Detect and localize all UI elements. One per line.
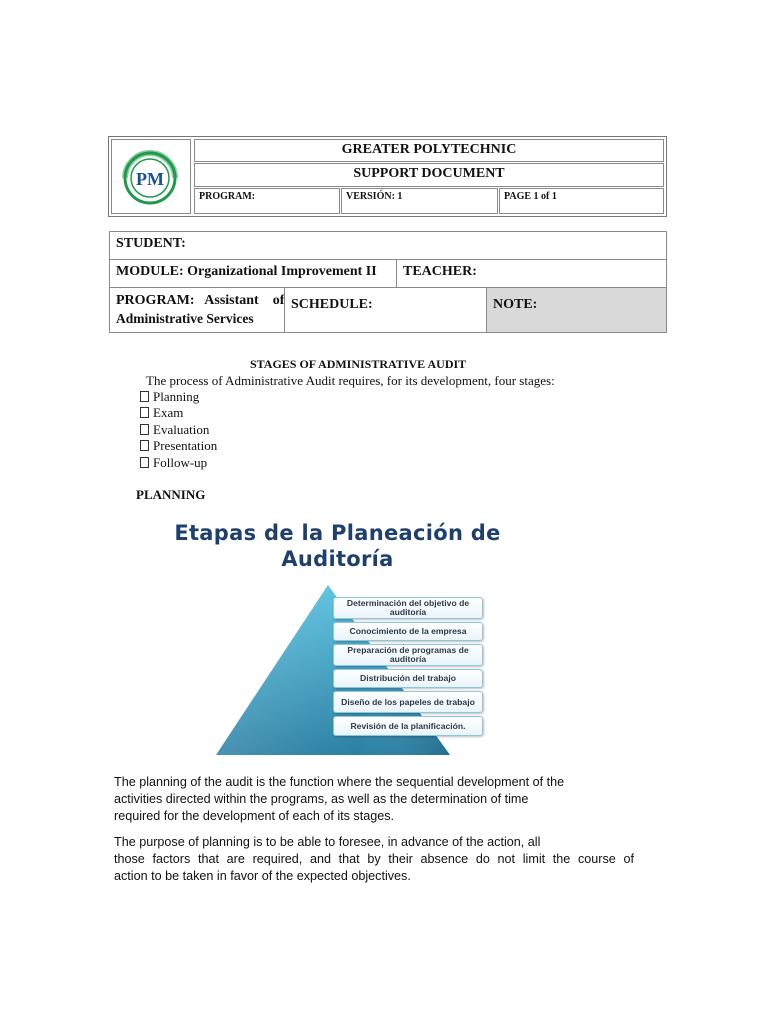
paragraph-1-line: activities directed within the programs, as well as the determination of time bbox=[114, 791, 529, 806]
paragraph-2-line: The purpose of planning is to be able to foresee, in advance of the action, all bbox=[114, 835, 541, 849]
institution-name-cell bbox=[194, 139, 664, 162]
program-line-2: Administrative Services bbox=[116, 311, 254, 326]
page-label: PAGE 1 of 1 bbox=[504, 191, 557, 202]
pyramid-step-5: Diseño de los papeles de trabajo bbox=[333, 691, 483, 713]
module-cell bbox=[109, 259, 397, 288]
document-type-cell bbox=[194, 163, 664, 187]
note-label: NOTE: bbox=[493, 297, 538, 312]
bullet-icon bbox=[140, 391, 149, 402]
bullet-icon bbox=[140, 457, 149, 468]
institution-logo bbox=[112, 140, 192, 215]
paragraph-2-line: action to be taken in favor of the expected objectives. bbox=[114, 868, 411, 883]
svg-text:PM: PM bbox=[136, 169, 164, 189]
bullet-icon bbox=[140, 440, 149, 451]
planning-heading: PLANNING bbox=[136, 487, 206, 502]
version-cell bbox=[341, 188, 498, 214]
program-label: PROGRAM: bbox=[199, 191, 256, 202]
section-title: STAGES OF ADMINISTRATIVE AUDIT bbox=[250, 357, 467, 371]
version-label: VERSIÓN: 1 bbox=[346, 191, 403, 202]
list-item: Presentation bbox=[140, 438, 217, 454]
pyramid-step-6: Revisión de la planificación. bbox=[333, 716, 483, 736]
bullet-icon bbox=[140, 424, 149, 435]
pyramid-step-3: Preparación de programas de auditoría bbox=[333, 644, 483, 666]
list-item: Follow-up bbox=[140, 455, 217, 471]
teacher-label: TEACHER: bbox=[403, 264, 477, 279]
stages-list bbox=[140, 389, 217, 471]
document-type: SUPPORT DOCUMENT bbox=[353, 166, 505, 181]
module-label: MODULE: Organizational Improvement II bbox=[116, 264, 377, 279]
schedule-label: SCHEDULE: bbox=[291, 297, 373, 312]
paragraph-2 bbox=[114, 834, 634, 884]
note-cell bbox=[486, 287, 667, 333]
student-label: STUDENT: bbox=[116, 236, 186, 251]
paragraph-1-line: required for the development of each of its stages. bbox=[114, 808, 395, 823]
institution-name: GREATER POLYTECHNIC bbox=[341, 142, 517, 157]
bullet-icon bbox=[140, 407, 149, 418]
list-item: Exam bbox=[140, 405, 217, 421]
program-label-cell bbox=[194, 188, 340, 214]
list-item: Planning bbox=[140, 389, 217, 405]
teacher-cell bbox=[396, 259, 667, 288]
page-cell bbox=[499, 188, 664, 214]
program-line-1: PROGRAM: Assistant of bbox=[116, 293, 285, 308]
intro-text: The process of Administrative Audit requires, for its development, four stages: bbox=[146, 373, 555, 388]
program-cell bbox=[109, 287, 285, 333]
paragraph-1 bbox=[114, 774, 634, 824]
student-cell bbox=[109, 231, 667, 260]
pyramid-step-2: Conocimiento de la empresa bbox=[333, 622, 483, 641]
logo-cell bbox=[111, 139, 191, 214]
figure-title-line-1: Etapas de la Planeación de bbox=[174, 521, 501, 545]
paragraph-1-line: The planning of the audit is the function where the sequential development of the bbox=[114, 775, 565, 789]
schedule-cell bbox=[284, 287, 487, 333]
list-item: Evaluation bbox=[140, 422, 217, 438]
paragraph-2-line: those factors that are required, and that by their absence do not limit the course of bbox=[114, 851, 634, 866]
pyramid-step-1: Determinación del objetivo de auditoría bbox=[333, 597, 483, 619]
pyramid-step-4: Distribución del trabajo bbox=[333, 669, 483, 688]
figure-title bbox=[140, 520, 535, 572]
figure-title-line-2: Auditoría bbox=[281, 547, 394, 571]
